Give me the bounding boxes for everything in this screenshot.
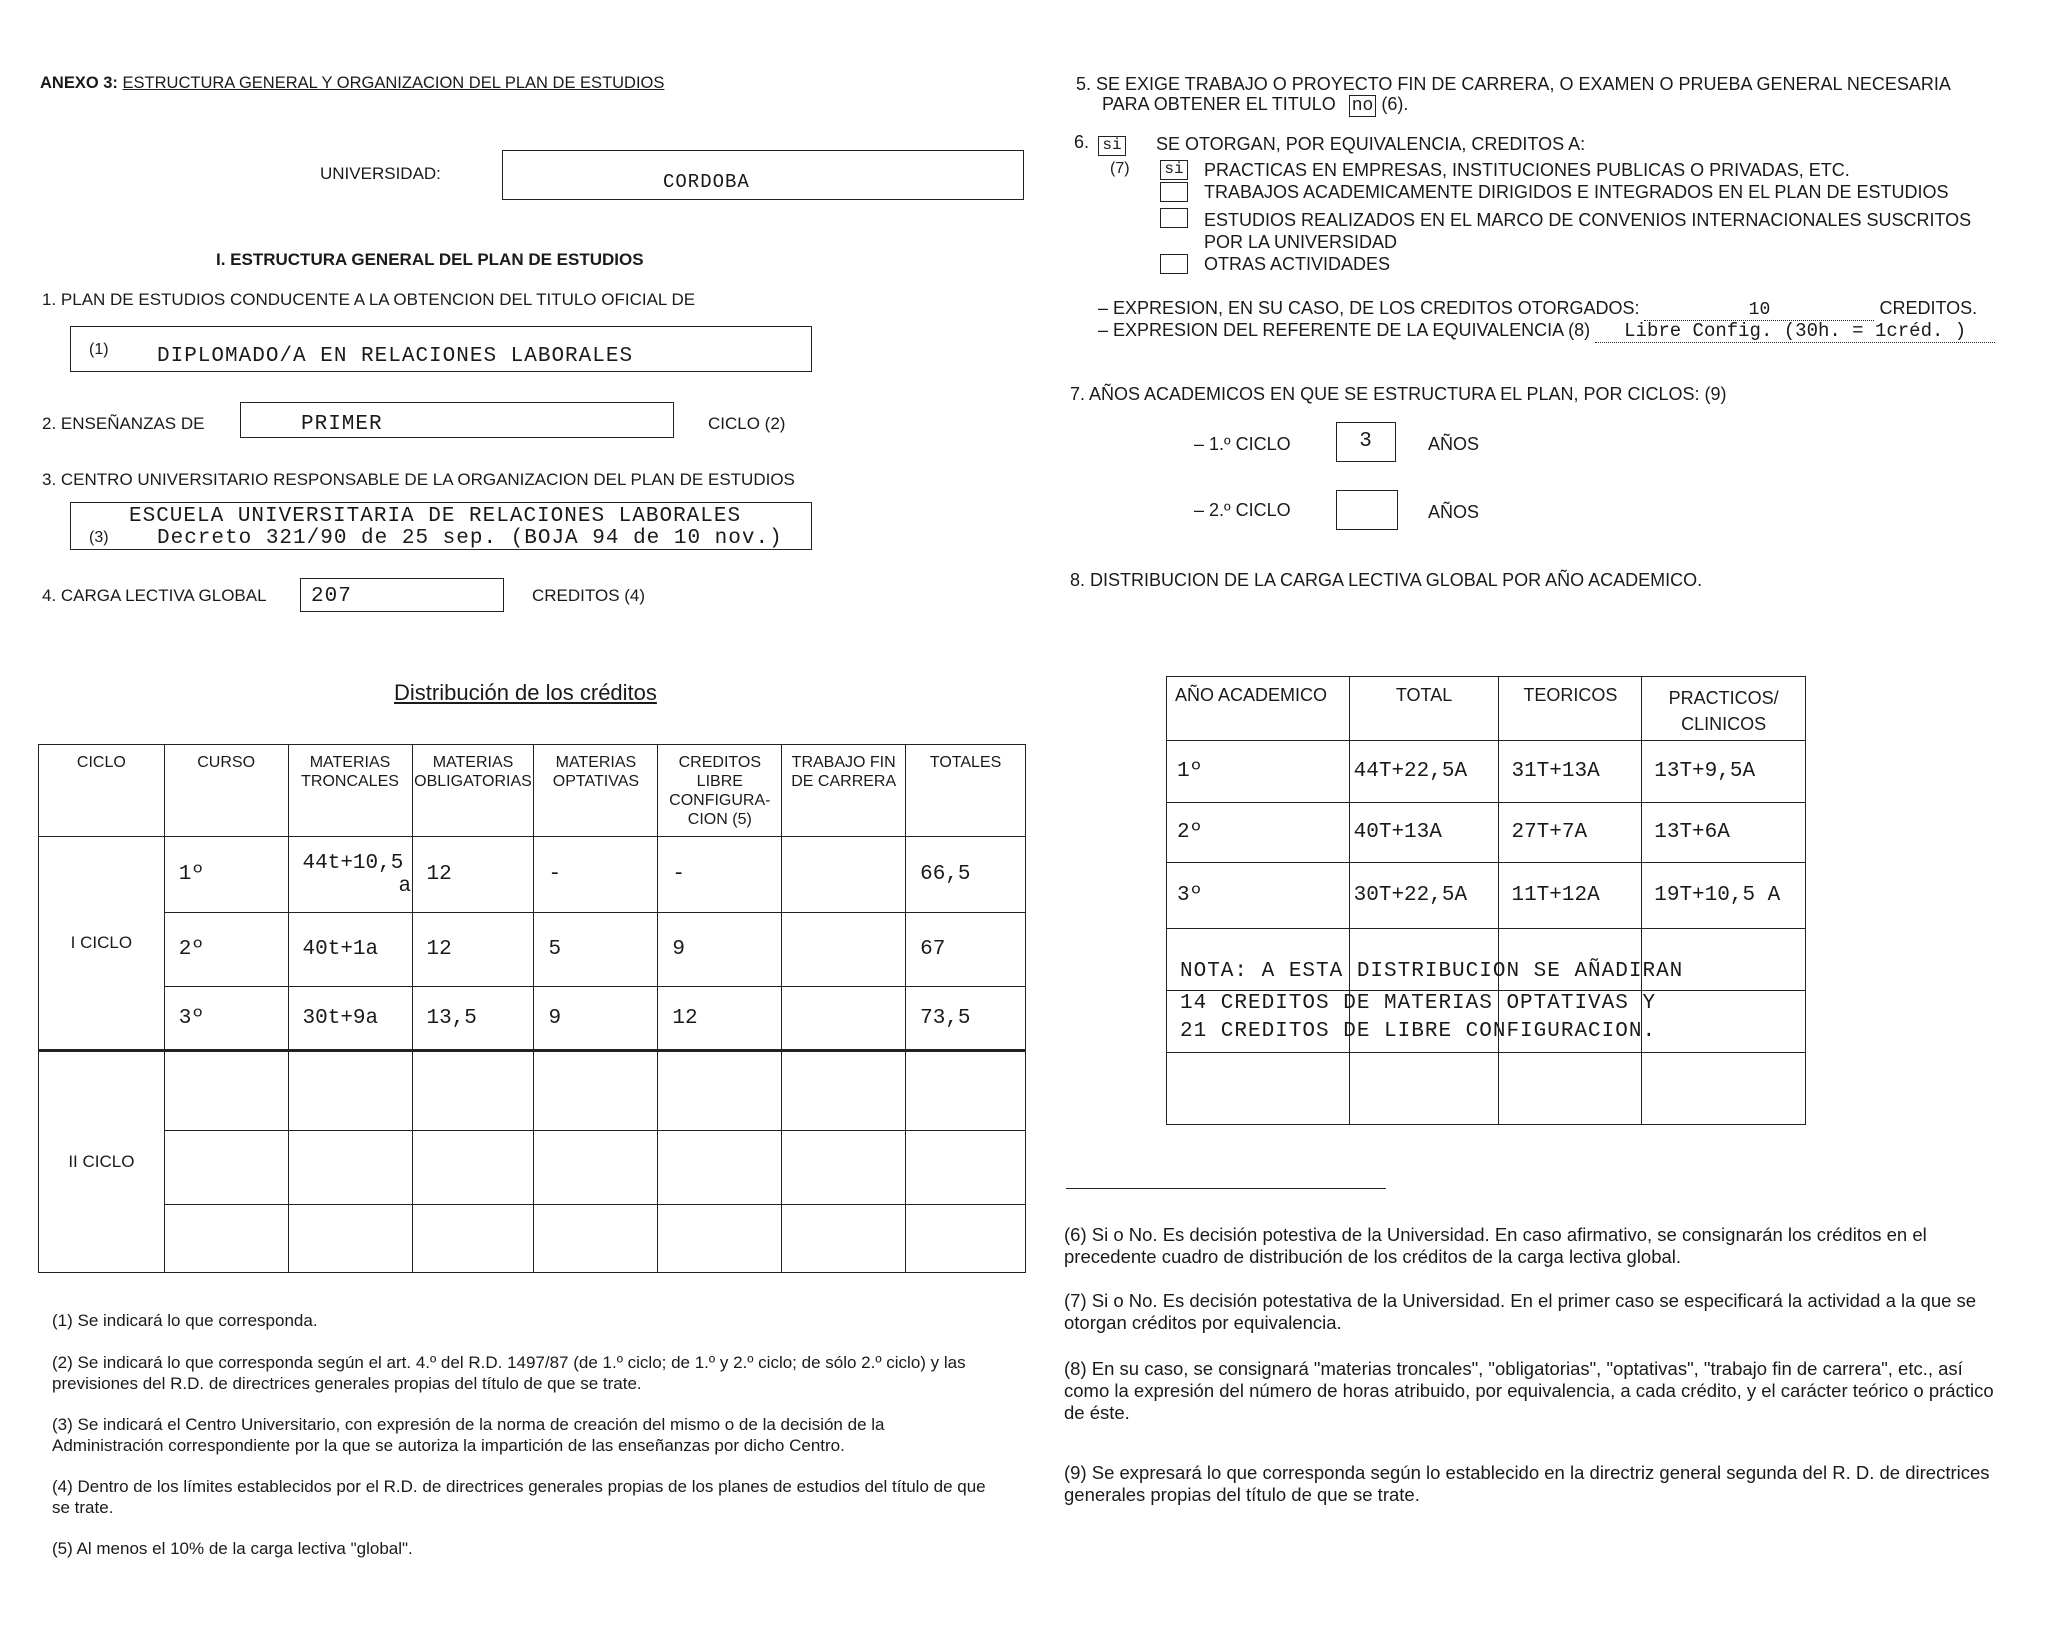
annual-row2-practicos: 13T+6A	[1642, 803, 1806, 863]
item2-label: 2. ENSEÑANZAS DE	[42, 414, 205, 433]
item1-box	[70, 326, 812, 372]
row2-totales: 67	[906, 913, 1026, 987]
empty-cell	[658, 1131, 782, 1205]
row3-obligatorias: 13,5	[412, 987, 534, 1051]
item4-label: 4. CARGA LECTIVA GLOBAL	[42, 586, 267, 605]
credits-table	[38, 744, 1026, 1273]
item6-num: 6.	[1074, 132, 1090, 152]
table-row	[39, 1205, 1026, 1273]
annual-row3-total: 30T+22,5A	[1349, 863, 1499, 929]
ciclo1-years-box	[1336, 422, 1396, 462]
note-line3: 21 CREDITOS DE LIBRE CONFIGURACION.	[1180, 1020, 1657, 1043]
empty-cell	[782, 1131, 906, 1205]
item6-option4-text: OTRAS ACTIVIDADES	[1204, 254, 1391, 274]
note-line1: NOTA: A ESTA DISTRIBUCION SE AÑADIRAN	[1180, 960, 1684, 983]
row3-libre: 12	[658, 987, 782, 1051]
row2-trabajo	[782, 913, 906, 987]
table-row	[1167, 741, 1806, 803]
footnote-9: (9) Se expresará lo que corresponda según lo establecido en la directriz general segunda del R. D. de directrices generales propias del título de que se trate.	[1064, 1462, 1990, 1505]
col-troncales: MATERIAS TRONCALES	[288, 745, 412, 837]
empty-cell	[782, 1051, 906, 1131]
ciclo2-years-suffix: AÑOS	[1428, 502, 1480, 522]
annual-table-header	[1167, 677, 1806, 741]
annual-row2-total: 40T+13A	[1349, 803, 1499, 863]
empty-cell	[782, 1205, 906, 1273]
empty-cell	[164, 1205, 288, 1273]
row2-libre: 9	[658, 913, 782, 987]
expr1	[1098, 298, 1977, 321]
empty-cell	[1642, 1053, 1806, 1125]
table-row	[39, 837, 1026, 913]
item3-label: 3. CENTRO UNIVERSITARIO RESPONSABLE DE LA ORGANIZACION DEL PLAN DE ESTUDIOS	[42, 470, 795, 489]
row1-trabajo	[782, 837, 906, 913]
table-row	[39, 1051, 1026, 1131]
ciclo1-years-value: 3	[1359, 430, 1373, 453]
ciclo2-label: II CICLO	[39, 1051, 165, 1273]
row3-totales: 73,5	[906, 987, 1026, 1051]
col-totales: TOTALES	[906, 745, 1026, 837]
ciclo1-label: I CICLO	[39, 837, 165, 1051]
empty-cell	[1499, 1053, 1642, 1125]
empty-cell	[412, 1131, 534, 1205]
row2-obligatorias: 12	[412, 913, 534, 987]
footnote-1: (1) Se indicará lo que corresponda.	[52, 1311, 318, 1330]
expr2-value: Libre Config. (30h. = 1créd. )	[1595, 320, 1995, 343]
row2-optativas: 5	[534, 913, 658, 987]
item6-ref: (7)	[1110, 160, 1130, 177]
university-value: CORDOBA	[663, 171, 750, 193]
annual-row2-teoricos: 27T+7A	[1499, 803, 1642, 863]
item1-label: 1. PLAN DE ESTUDIOS CONDUCENTE A LA OBTENCION DEL TITULO OFICIAL DE	[42, 290, 696, 309]
empty-cell	[164, 1131, 288, 1205]
item5-value: no	[1349, 95, 1377, 117]
empty-cell	[164, 1051, 288, 1131]
item6-option2-box[interactable]	[1160, 182, 1188, 202]
annual-row3-year: 3º	[1167, 863, 1350, 929]
item2-value: PRIMER	[301, 413, 383, 436]
empty-cell	[288, 1131, 412, 1205]
item6-option3-cont: POR LA UNIVERSIDAD	[1204, 232, 1398, 252]
row1-totales: 66,5	[906, 837, 1026, 913]
row1-libre: -	[658, 837, 782, 913]
ciclo2-years-label: – 2.º CICLO	[1194, 500, 1291, 520]
row1-troncales-value: 44t+10,5	[302, 851, 404, 875]
item3-ref: (3)	[89, 529, 109, 546]
section-title: I. ESTRUCTURA GENERAL DEL PLAN DE ESTUDIOS	[216, 250, 644, 269]
item3-line2: Decreto 321/90 de 25 sep. (BOJA 94 de 10 nov.)	[157, 527, 783, 550]
annual-row2-year: 2º	[1167, 803, 1350, 863]
expr1-value: 10	[1644, 300, 1874, 321]
empty-cell	[288, 1051, 412, 1131]
empty-cell	[1167, 1053, 1350, 1125]
col-ciclo: CICLO	[39, 745, 165, 837]
row2-troncales: 40t+1a	[288, 913, 412, 987]
col-obligatorias: MATERIAS OBLIGATORIAS	[412, 745, 534, 837]
item6-option2-text: TRABAJOS ACADEMICAMENTE DIRIGIDOS E INTEGRADOS EN EL PLAN DE ESTUDIOS	[1204, 182, 1949, 202]
empty-cell	[658, 1051, 782, 1131]
footnote-2: (2) Se indicará lo que corresponda según el art. 4.º del R.D. 1497/87 (de 1.º ciclo; de 1.º y 2.º ciclo; de sólo 2.º ciclo) y las previsiones del R.D. de directrices generales propias del título de que se trate.	[52, 1353, 966, 1393]
empty-cell	[658, 1205, 782, 1273]
annex-heading	[40, 74, 664, 93]
item5-line1: 5. SE EXIGE TRABAJO O PROYECTO FIN DE CARRERA, O EXAMEN O PRUEBA GENERAL NECESARIA	[1076, 74, 1951, 94]
table-row	[1167, 803, 1806, 863]
item4-suffix: CREDITOS (4)	[532, 586, 646, 605]
item1-ref: (1)	[89, 341, 109, 358]
item5-line2: PARA OBTENER EL TITULO	[1102, 94, 1336, 114]
col-libre: CREDITOS LIBRE CONFIGURA- CION (5)	[658, 745, 782, 837]
col-curso: CURSO	[164, 745, 288, 837]
empty-cell	[534, 1205, 658, 1273]
footnote-5: (5) Al menos el 10% de la carga lectiva "global".	[52, 1539, 413, 1558]
annual-row1-teoricos: 31T+13A	[1499, 741, 1642, 803]
item6-option1-text: PRACTICAS EN EMPRESAS, INSTITUCIONES PUBLICAS O PRIVADAS, ETC.	[1204, 160, 1850, 180]
footnote-7: (7) Si o No. Es decisión potestativa de la Universidad. En el primer caso se especificará la actividad a la que se otorgan créditos por equivalencia.	[1064, 1290, 1977, 1333]
item1-value: DIPLOMADO/A EN RELACIONES LABORALES	[157, 345, 634, 368]
row1-troncales-extra: a	[398, 874, 412, 898]
annual-row1-year: 1º	[1167, 741, 1350, 803]
item6-value: si	[1098, 136, 1126, 156]
col-year: AÑO ACADEMICO	[1167, 677, 1350, 741]
annual-row3-practicos: 19T+10,5 A	[1642, 863, 1806, 929]
annual-table	[1166, 676, 1806, 1125]
col-teoricos: TEORICOS	[1499, 677, 1642, 741]
col-trabajo: TRABAJO FIN DE CARRERA	[782, 745, 906, 837]
expr1-label: – EXPRESION, EN SU CASO, DE LOS CREDITOS OTORGADOS:	[1098, 298, 1640, 318]
row3-optativas: 9	[534, 987, 658, 1051]
col-total: TOTAL	[1349, 677, 1499, 741]
item6-label: SE OTORGAN, POR EQUIVALENCIA, CREDITOS A:	[1156, 134, 1586, 154]
annual-row3-teoricos: 11T+12A	[1499, 863, 1642, 929]
ciclo1-years-label: – 1.º CICLO	[1194, 434, 1291, 454]
table-row	[39, 913, 1026, 987]
ciclo1-years-suffix: AÑOS	[1428, 434, 1480, 454]
note-line2: 14 CREDITOS DE MATERIAS OPTATIVAS Y	[1180, 992, 1657, 1015]
row1-obligatorias: 12	[412, 837, 534, 913]
empty-cell	[534, 1051, 658, 1131]
item4-box	[300, 578, 504, 612]
footnote-6: (6) Si o No. Es decisión potestiva de la Universidad. En caso afirmativo, se consignarán los créditos en el precedente cuadro de distribución de los créditos de la carga lectiva global.	[1064, 1224, 1927, 1267]
empty-cell	[906, 1205, 1026, 1273]
distribution-title: Distribución de los créditos	[394, 680, 657, 705]
footnote-3: (3) Se indicará el Centro Universitario, con expresión de la norma de creación del mismo o de la decisión de la Administración correspondiente por la que se autoriza la impartición de las enseñanzas por dicho Centro.	[52, 1415, 885, 1455]
empty-cell	[412, 1051, 534, 1131]
row2-curso: 2º	[164, 913, 288, 987]
university-label: UNIVERSIDAD:	[320, 164, 441, 183]
ciclo2-years-box	[1336, 490, 1398, 530]
footnote-8: (8) En su caso, se consignará "materias troncales", "obligatorias", "optativas", "trabajo fin de carrera", etc., así como la expresión del número de horas atribuido, por equivalencia, a cada crédito, y el carácter teórico o práctico de éste.	[1064, 1358, 1994, 1423]
table-row	[1167, 1053, 1806, 1125]
item8-label: 8. DISTRIBUCION DE LA CARGA LECTIVA GLOBAL POR AÑO ACADEMICO.	[1070, 570, 1703, 590]
row1-optativas: -	[534, 837, 658, 913]
col-optativas: MATERIAS OPTATIVAS	[534, 745, 658, 837]
credits-table-header	[39, 745, 1026, 837]
col-practicos: PRACTICOS/ CLINICOS	[1642, 677, 1806, 741]
item6-option3-box[interactable]	[1160, 208, 1188, 228]
item6-option1-box[interactable]: si	[1160, 160, 1188, 180]
annual-row1-practicos: 13T+9,5A	[1642, 741, 1806, 803]
row3-curso: 3º	[164, 987, 288, 1051]
university-box	[502, 150, 1024, 200]
item5-ref: (6).	[1381, 94, 1409, 114]
annex-title: ESTRUCTURA GENERAL Y ORGANIZACION DEL PLAN DE ESTUDIOS	[122, 74, 665, 92]
empty-cell	[906, 1131, 1026, 1205]
item4-value: 207	[311, 585, 352, 608]
item6-option3-text: ESTUDIOS REALIZADOS EN EL MARCO DE CONVENIOS INTERNACIONALES SUSCRITOS	[1204, 210, 1972, 230]
empty-cell	[288, 1205, 412, 1273]
table-row	[39, 1131, 1026, 1205]
item2-suffix: CICLO (2)	[708, 414, 786, 433]
row1-curso: 1º	[164, 837, 288, 913]
footnote-divider	[1066, 1188, 1386, 1189]
empty-cell	[412, 1205, 534, 1273]
item2-box	[240, 402, 674, 438]
item6-option4-box[interactable]	[1160, 254, 1188, 274]
item3-box	[70, 502, 812, 550]
item7-label: 7. AÑOS ACADEMICOS EN QUE SE ESTRUCTURA EL PLAN, POR CICLOS: (9)	[1070, 384, 1727, 404]
annual-row1-total: 44T+22,5A	[1349, 741, 1499, 803]
row3-troncales: 30t+9a	[288, 987, 412, 1051]
table-row	[39, 987, 1026, 1051]
annex-label: ANEXO 3:	[40, 74, 118, 92]
expr1-suffix: CREDITOS.	[1879, 298, 1978, 318]
empty-cell	[1642, 991, 1806, 1053]
row3-trabajo	[782, 987, 906, 1051]
expr2-label: – EXPRESION DEL REFERENTE DE LA EQUIVALENCIA (8)	[1098, 320, 1591, 340]
empty-cell	[534, 1131, 658, 1205]
footnote-4: (4) Dentro de los límites establecidos por el R.D. de directrices generales propias de los planes de estudios del título de que se trate.	[52, 1477, 986, 1517]
empty-cell	[1349, 1053, 1499, 1125]
empty-cell	[906, 1051, 1026, 1131]
expr2	[1098, 320, 1995, 343]
item3-line1: ESCUELA UNIVERSITARIA DE RELACIONES LABORALES	[129, 505, 742, 528]
table-row	[1167, 863, 1806, 929]
row1-troncales	[288, 837, 412, 913]
item5-line2-wrap	[1102, 94, 1408, 117]
